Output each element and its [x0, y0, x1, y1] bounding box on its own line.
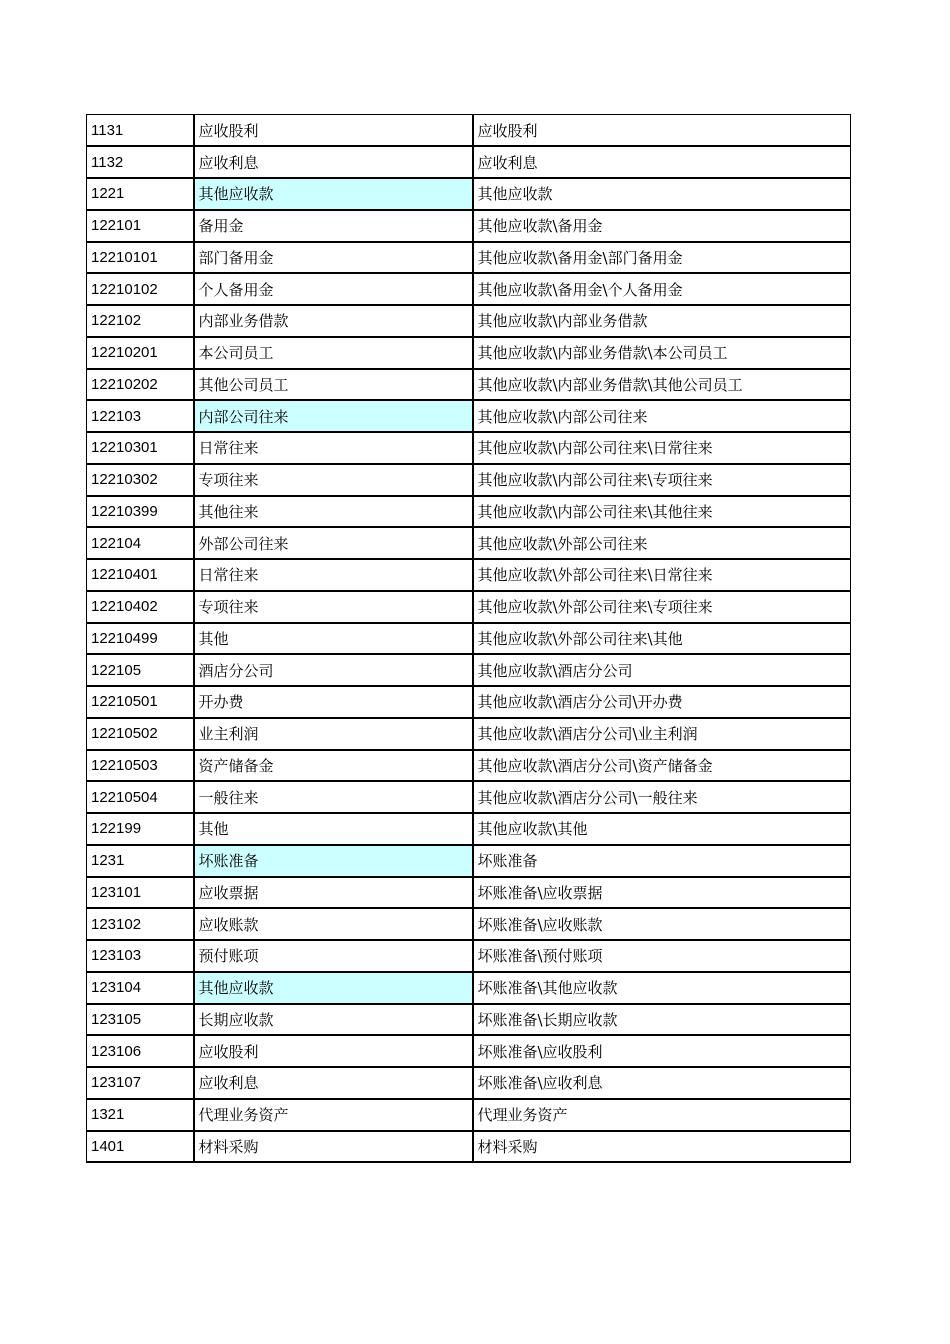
account-path-cell: 坏账准备 — [473, 845, 851, 877]
account-name-cell: 内部业务借款 — [194, 305, 473, 337]
table-row — [87, 591, 851, 623]
account-name-cell: 其他 — [194, 813, 473, 845]
account-name-cell: 坏账准备 — [194, 845, 473, 877]
table-row — [87, 1035, 851, 1067]
table-row — [87, 654, 851, 686]
account-code-cell: 122199 — [87, 813, 194, 845]
account-name-cell: 业主利润 — [194, 718, 473, 750]
table-row — [87, 527, 851, 559]
account-path-cell: 其他应收款\内部业务借款 — [473, 305, 851, 337]
account-code-cell: 1231 — [87, 845, 194, 877]
account-code-cell: 1401 — [87, 1131, 194, 1163]
account-code-cell: 122105 — [87, 654, 194, 686]
account-path-cell: 代理业务资产 — [473, 1099, 851, 1131]
account-path-cell: 其他应收款\备用金\部门备用金 — [473, 242, 851, 274]
account-code-cell: 12210102 — [87, 273, 194, 305]
table-row — [87, 273, 851, 305]
account-code-cell: 1321 — [87, 1099, 194, 1131]
account-code-cell: 123101 — [87, 877, 194, 909]
account-code-cell: 123103 — [87, 940, 194, 972]
account-code-cell: 123107 — [87, 1067, 194, 1099]
account-name-cell: 应收利息 — [194, 1067, 473, 1099]
account-path-cell: 坏账准备\其他应收款 — [473, 972, 851, 1004]
account-code-cell: 123104 — [87, 972, 194, 1004]
table-row — [87, 940, 851, 972]
account-name-cell: 应收利息 — [194, 146, 473, 178]
account-name-cell: 外部公司往来 — [194, 527, 473, 559]
table-row — [87, 432, 851, 464]
account-path-cell: 坏账准备\应收票据 — [473, 877, 851, 909]
account-path-cell: 其他应收款\外部公司往来 — [473, 527, 851, 559]
account-name-cell: 应收股利 — [194, 115, 473, 147]
account-code-cell: 12210499 — [87, 623, 194, 655]
table-row — [87, 1004, 851, 1036]
account-name-cell: 本公司员工 — [194, 337, 473, 369]
table-row — [87, 369, 851, 401]
account-path-cell: 应收利息 — [473, 146, 851, 178]
table-row — [87, 845, 851, 877]
account-name-cell: 应收票据 — [194, 877, 473, 909]
account-code-cell: 12210402 — [87, 591, 194, 623]
table-row — [87, 1067, 851, 1099]
table-row — [87, 464, 851, 496]
account-path-cell: 其他应收款\外部公司往来\日常往来 — [473, 559, 851, 591]
table-row — [87, 781, 851, 813]
account-code-cell: 122101 — [87, 210, 194, 242]
table-row — [87, 623, 851, 655]
account-code-cell: 12210504 — [87, 781, 194, 813]
table-row — [87, 496, 851, 528]
account-code-cell: 1132 — [87, 146, 194, 178]
account-name-cell: 其他 — [194, 623, 473, 655]
account-code-table-body — [87, 115, 851, 1163]
table-row — [87, 813, 851, 845]
account-path-cell: 其他应收款\内部公司往来 — [473, 400, 851, 432]
account-name-cell: 备用金 — [194, 210, 473, 242]
account-path-cell: 坏账准备\应收账款 — [473, 908, 851, 940]
account-path-cell: 其他应收款\酒店分公司\资产储备金 — [473, 750, 851, 782]
account-path-cell: 其他应收款\内部公司往来\日常往来 — [473, 432, 851, 464]
account-code-cell: 122103 — [87, 400, 194, 432]
account-name-cell: 日常往来 — [194, 432, 473, 464]
account-name-cell: 其他公司员工 — [194, 369, 473, 401]
account-name-cell: 日常往来 — [194, 559, 473, 591]
account-code-cell: 12210302 — [87, 464, 194, 496]
account-path-cell: 应收股利 — [473, 115, 851, 147]
account-path-cell: 其他应收款\备用金\个人备用金 — [473, 273, 851, 305]
account-code-cell: 12210401 — [87, 559, 194, 591]
account-name-cell: 专项往来 — [194, 464, 473, 496]
account-code-cell: 122104 — [87, 527, 194, 559]
table-row — [87, 210, 851, 242]
account-name-cell: 内部公司往来 — [194, 400, 473, 432]
account-path-cell: 其他应收款\其他 — [473, 813, 851, 845]
account-name-cell: 开办费 — [194, 686, 473, 718]
account-path-cell: 其他应收款\内部公司往来\其他往来 — [473, 496, 851, 528]
account-name-cell: 资产储备金 — [194, 750, 473, 782]
account-path-cell: 其他应收款\酒店分公司\业主利润 — [473, 718, 851, 750]
account-code-cell: 122102 — [87, 305, 194, 337]
account-code-cell: 12210301 — [87, 432, 194, 464]
table-row — [87, 242, 851, 274]
account-name-cell: 代理业务资产 — [194, 1099, 473, 1131]
table-row — [87, 908, 851, 940]
account-path-cell: 其他应收款\内部公司往来\专项往来 — [473, 464, 851, 496]
account-code-table — [86, 114, 851, 1163]
account-path-cell: 其他应收款\备用金 — [473, 210, 851, 242]
account-path-cell: 其他应收款\内部业务借款\本公司员工 — [473, 337, 851, 369]
account-name-cell: 其他应收款 — [194, 178, 473, 210]
account-name-cell: 专项往来 — [194, 591, 473, 623]
table-row — [87, 178, 851, 210]
account-code-cell: 12210502 — [87, 718, 194, 750]
table-row — [87, 972, 851, 1004]
account-name-cell: 个人备用金 — [194, 273, 473, 305]
table-row — [87, 750, 851, 782]
account-path-cell: 其他应收款\酒店分公司\开办费 — [473, 686, 851, 718]
account-code-cell: 123106 — [87, 1035, 194, 1067]
table-row — [87, 337, 851, 369]
account-path-cell: 坏账准备\长期应收款 — [473, 1004, 851, 1036]
account-path-cell: 其他应收款\酒店分公司\一般往来 — [473, 781, 851, 813]
account-name-cell: 材料采购 — [194, 1131, 473, 1163]
account-code-cell: 12210202 — [87, 369, 194, 401]
account-code-cell: 12210501 — [87, 686, 194, 718]
table-row — [87, 1131, 851, 1163]
account-name-cell: 酒店分公司 — [194, 654, 473, 686]
account-name-cell: 其他往来 — [194, 496, 473, 528]
table-row — [87, 686, 851, 718]
table-row — [87, 146, 851, 178]
account-path-cell: 其他应收款\外部公司往来\专项往来 — [473, 591, 851, 623]
account-name-cell: 一般往来 — [194, 781, 473, 813]
table-row — [87, 718, 851, 750]
account-code-cell: 123102 — [87, 908, 194, 940]
table-row — [87, 400, 851, 432]
account-name-cell: 预付账项 — [194, 940, 473, 972]
account-path-cell: 坏账准备\应收股利 — [473, 1035, 851, 1067]
account-code-cell: 12210503 — [87, 750, 194, 782]
table-row — [87, 305, 851, 337]
account-code-cell: 1131 — [87, 115, 194, 147]
table-row — [87, 877, 851, 909]
account-path-cell: 坏账准备\应收利息 — [473, 1067, 851, 1099]
account-code-cell: 12210101 — [87, 242, 194, 274]
table-row — [87, 559, 851, 591]
account-name-cell: 长期应收款 — [194, 1004, 473, 1036]
account-path-cell: 其他应收款\内部业务借款\其他公司员工 — [473, 369, 851, 401]
account-path-cell: 材料采购 — [473, 1131, 851, 1163]
account-name-cell: 应收股利 — [194, 1035, 473, 1067]
account-name-cell: 应收账款 — [194, 908, 473, 940]
account-path-cell: 其他应收款 — [473, 178, 851, 210]
account-code-cell: 12210201 — [87, 337, 194, 369]
account-name-cell: 其他应收款 — [194, 972, 473, 1004]
account-code-cell: 12210399 — [87, 496, 194, 528]
table-row — [87, 1099, 851, 1131]
account-name-cell: 部门备用金 — [194, 242, 473, 274]
account-path-cell: 坏账准备\预付账项 — [473, 940, 851, 972]
account-path-cell: 其他应收款\外部公司往来\其他 — [473, 623, 851, 655]
table-row — [87, 115, 851, 147]
account-code-cell: 123105 — [87, 1004, 194, 1036]
account-path-cell: 其他应收款\酒店分公司 — [473, 654, 851, 686]
account-code-cell: 1221 — [87, 178, 194, 210]
